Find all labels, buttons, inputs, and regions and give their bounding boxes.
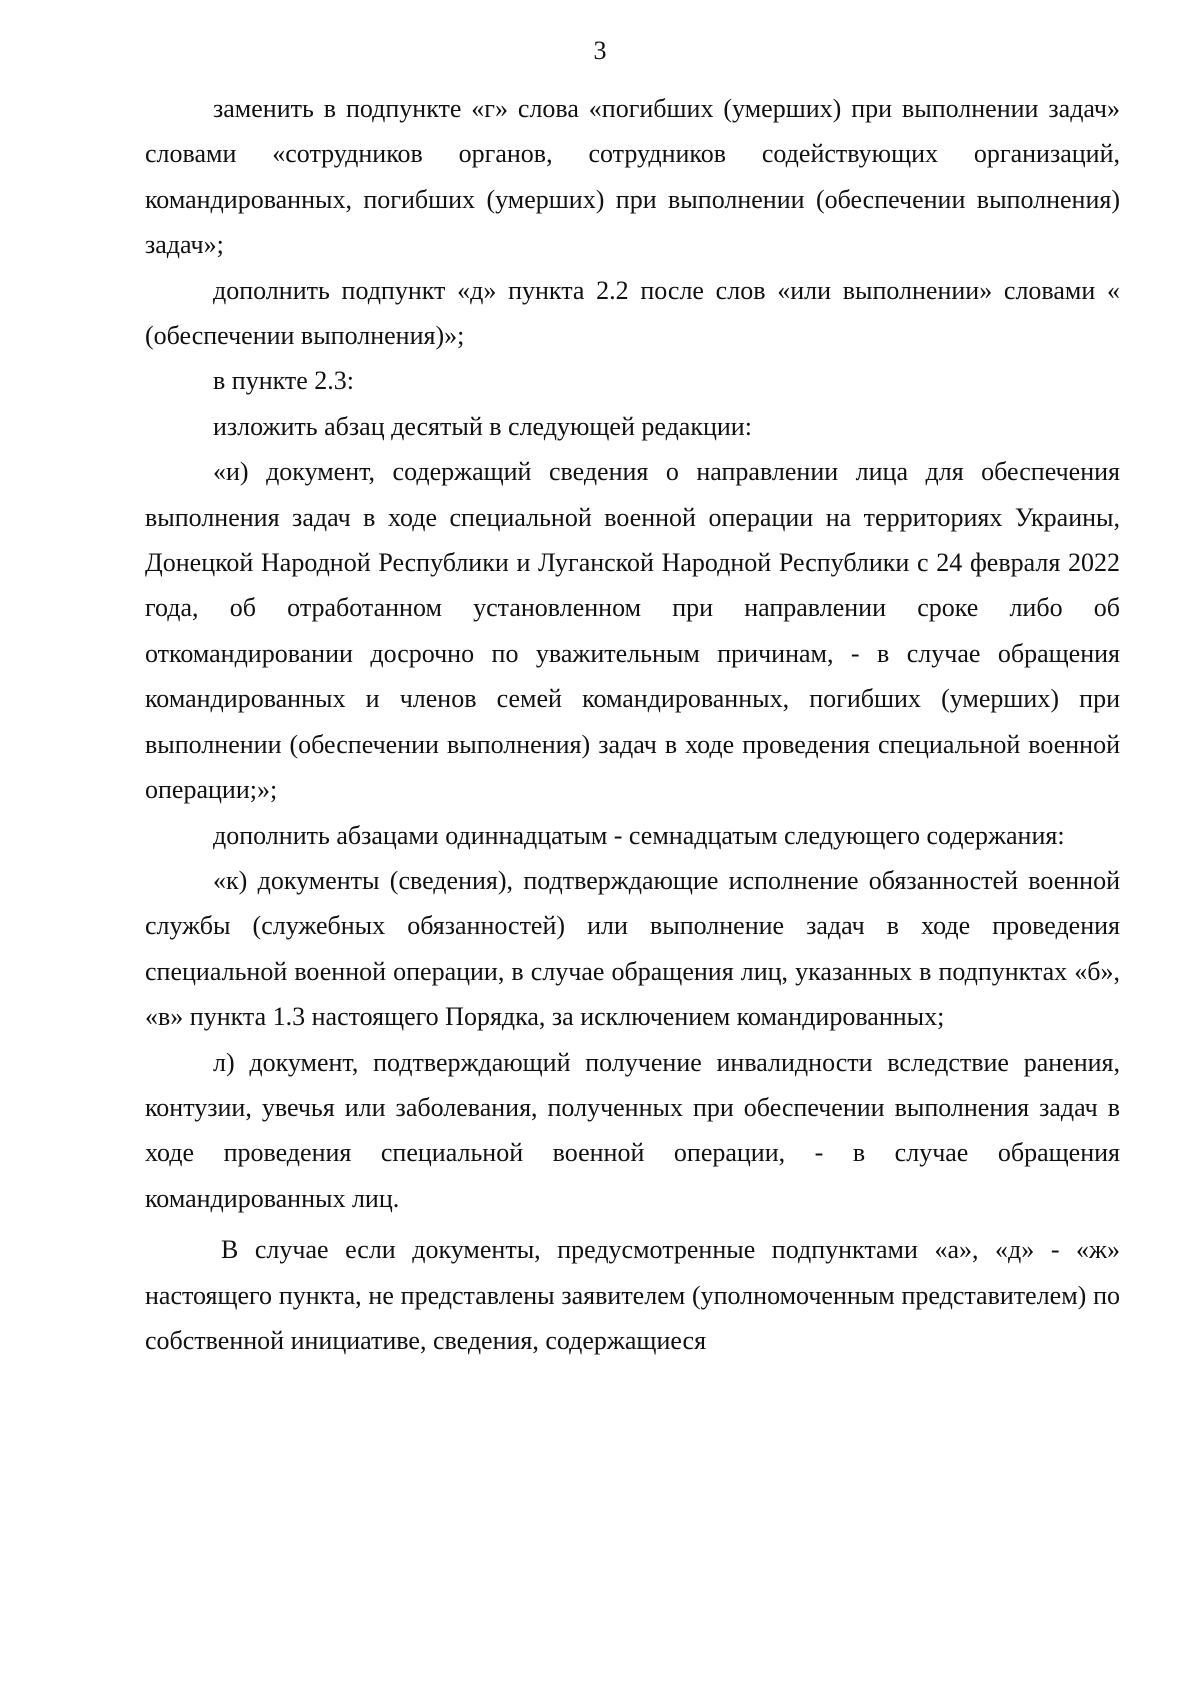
paragraph-item-l: л) документ, подтверждающий получение инвалидности вследствие ранения, контузии, увечья или заболевания, полученных при обеспечении выполнения задач в ходе проведения специальной военной операции, - в случае обращения командированных лиц. bbox=[145, 1047, 1120, 1213]
paragraph-point-2-3: в пункте 2.3: bbox=[213, 366, 355, 396]
paragraph-item-k: «к) документы (сведения), подтверждающие исполнение обязанностей военной службы (служебных обязанностей) или выполнение задач в ходе проведения специальной военной операции, в случае обращения лиц, указанных в подпунктах «б», «в» пункта 1.3 настоящего Порядка, за исключением командированных; bbox=[145, 865, 1120, 1032]
paragraph-item-i: «и) документ, содержащий сведения о направлении лица для обеспечения выполнения задач в ходе специальной военной операции на территориях Украины, Донецкой Народной Республики и Луганской Народной Республики с 24 февраля 2022 года, об отработанном установленном при направлении сроке либо об откомандировании досрочно по уважительным причинам, - в случае обращения командированных и членов семей командированных, погибших (умерших) при выполнении (обеспечении выполнения) задач в ходе проведения специальной военной операции;»; bbox=[145, 457, 1120, 805]
page-number: 3 bbox=[593, 36, 607, 65]
document-body bbox=[145, 86, 1120, 1363]
paragraph-documents-not-submitted: В случае если документы, предусмотренные подпунктами «а», «д» - «ж» настоящего пункта, не представлены заявителем (уполномоченным представителем) по собственной инициативе, сведения, содержащиеся bbox=[145, 1235, 1120, 1355]
paragraph-supplement-abzacs: дополнить абзацами одиннадцатым - семнадцатым следующего содержания: bbox=[213, 820, 1065, 850]
paragraph-supplement-subpoint-d: дополнить подпункт «д» пункта 2.2 после слов «или выполнении» словами « (обеспечении выполнения)»; bbox=[145, 275, 1120, 351]
paragraph-replace-subpoint-g: заменить в подпункте «г» слова «погибших (умерших) при выполнении задач» словами «сотрудников органов, сотрудников содействующих организаций, командированных, погибших (умерших) при выполнении (обеспечении выполнения) задач»; bbox=[145, 94, 1120, 260]
paragraph-tenth-abzac-intro: изложить абзац десятый в следующей редакции: bbox=[213, 411, 752, 441]
